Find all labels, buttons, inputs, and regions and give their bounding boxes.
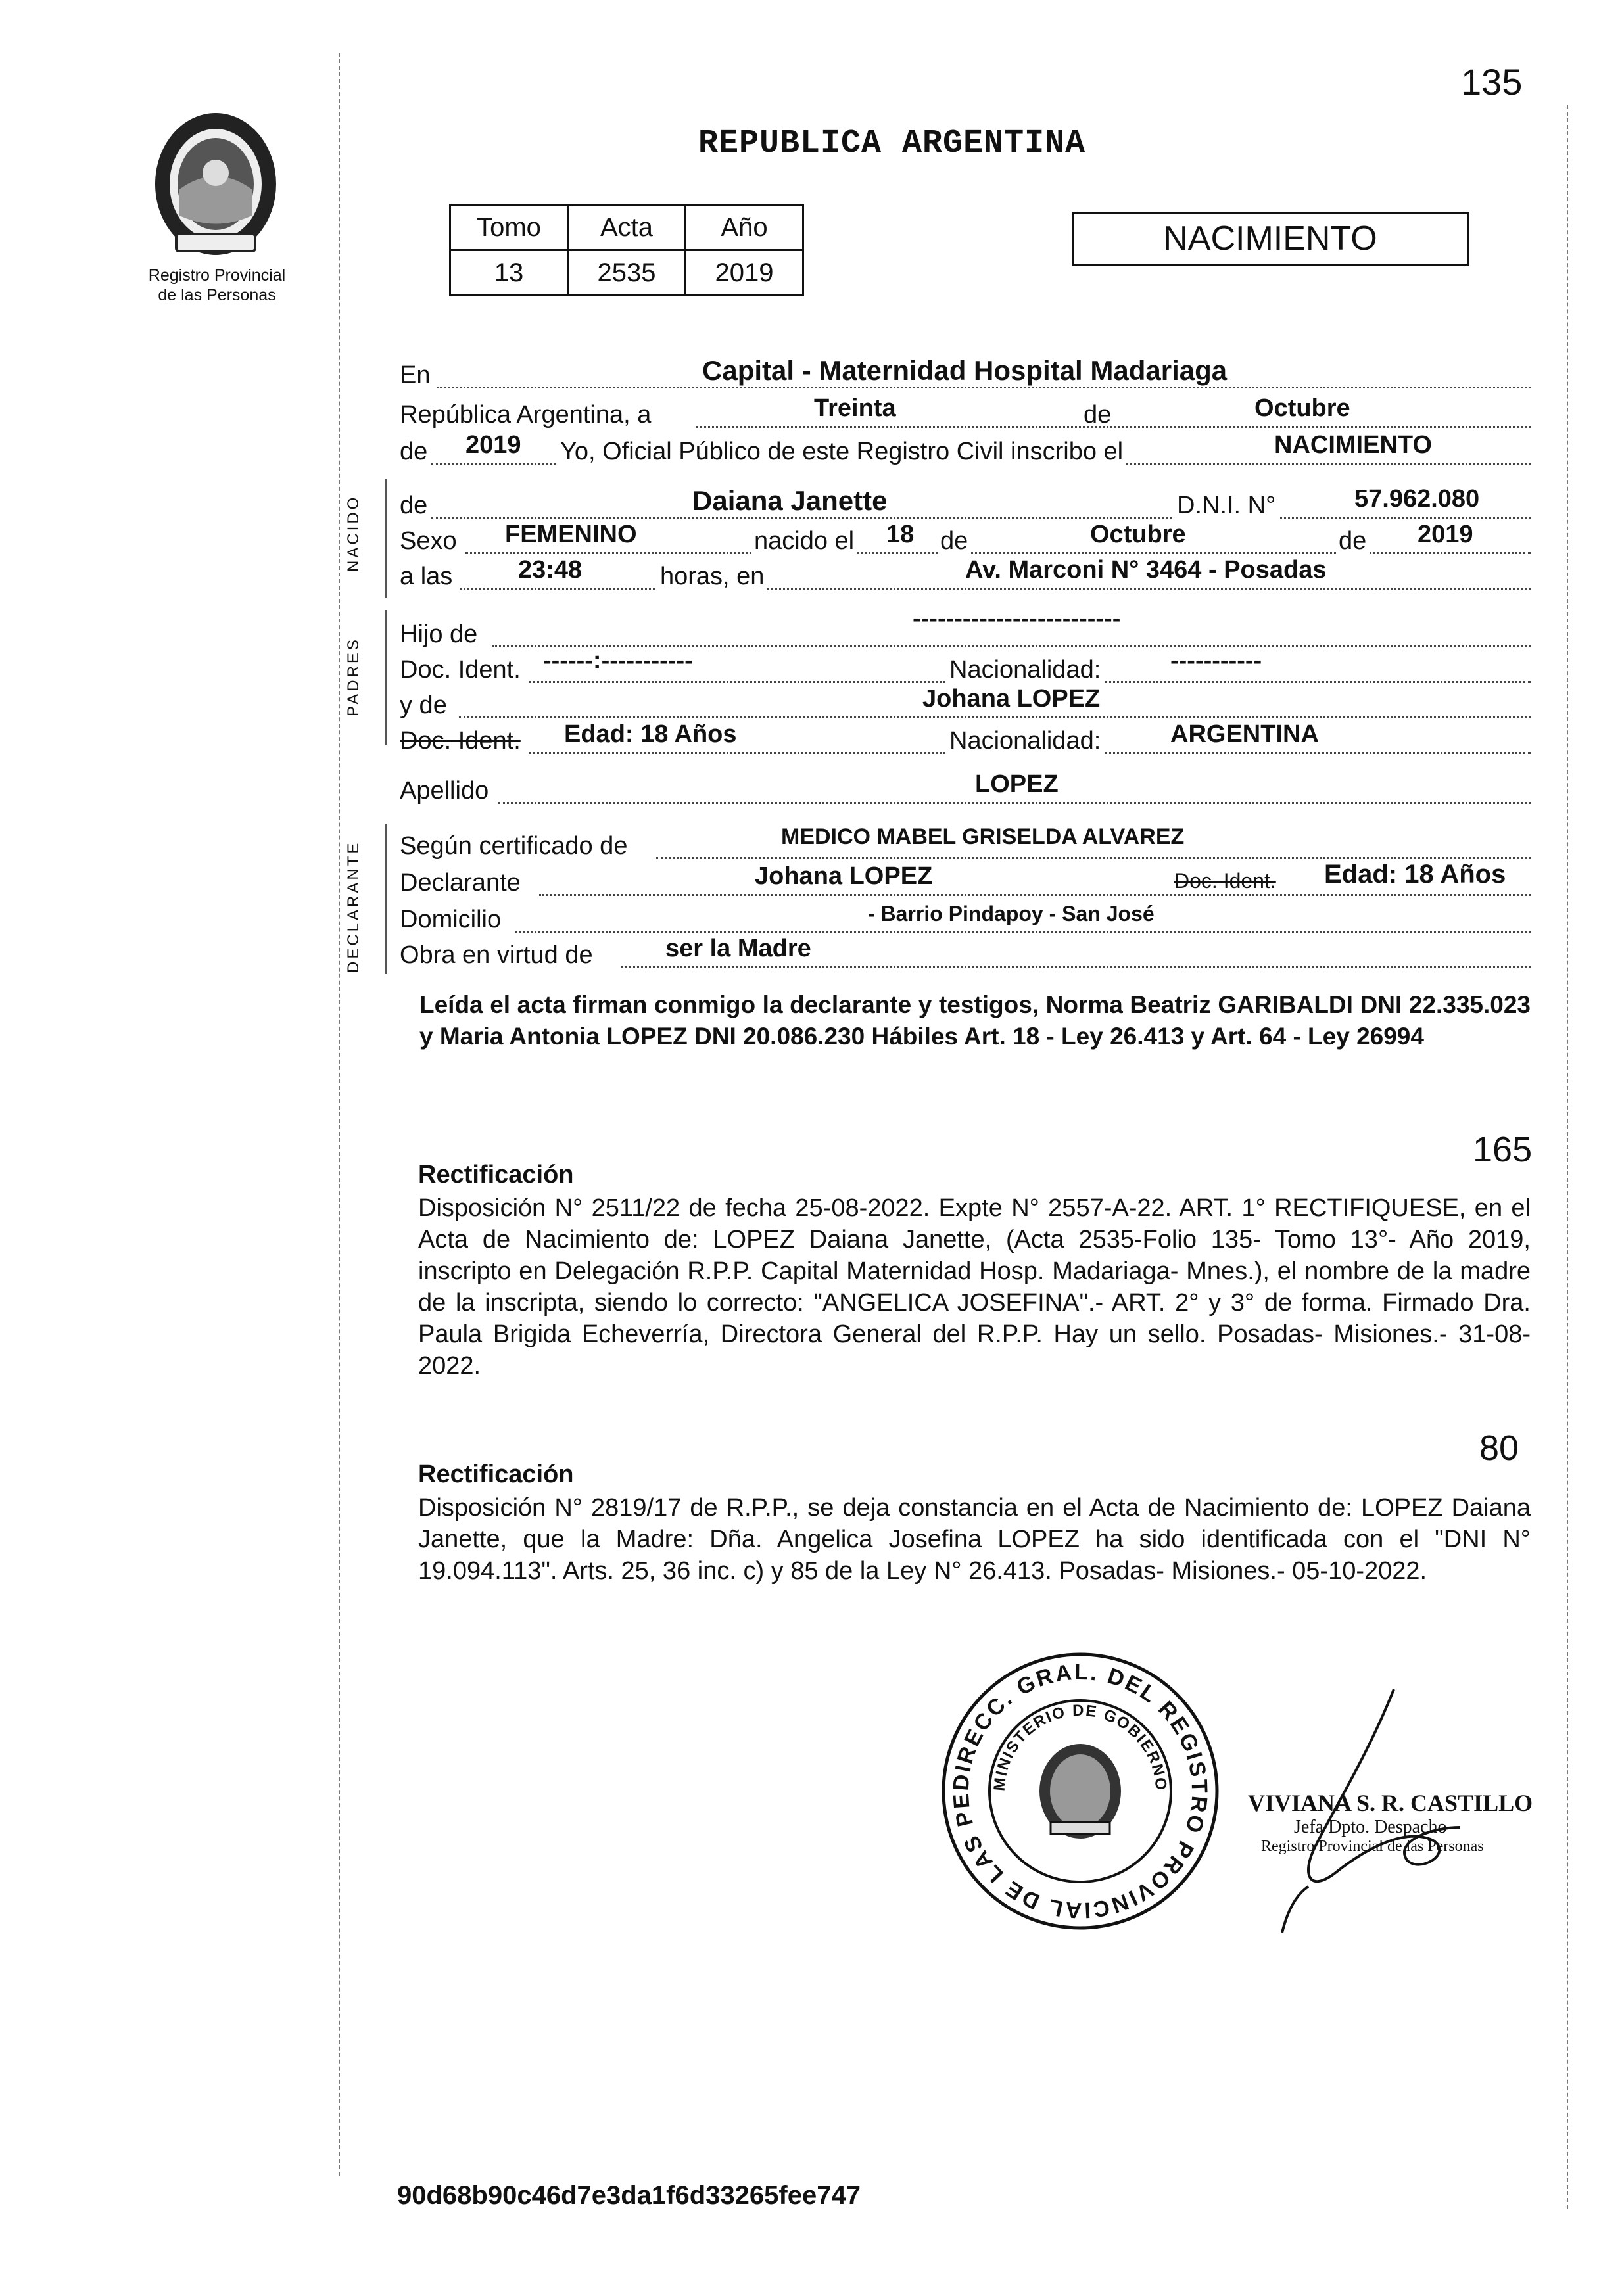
en-label: En	[400, 362, 431, 389]
row-apellido	[400, 770, 1531, 807]
nacido-dia-value: 18	[886, 521, 915, 548]
rectificacion-2-number: 80	[1479, 1428, 1519, 1468]
nacido-mes-value: Octubre	[1090, 521, 1186, 548]
provincial-seal-logo	[150, 110, 281, 262]
logo-caption	[118, 266, 316, 305]
signature-name: VIVIANA S. R. CASTILLO	[1248, 1790, 1533, 1816]
nacido-de-label: de	[938, 527, 970, 555]
declarante-side-label: DECLARANTE	[345, 840, 362, 973]
hijo-de-value: -------------------------	[913, 605, 1121, 632]
lugar-value: Av. Marconi N° 3464 - Posadas	[965, 556, 1327, 584]
record-table	[449, 204, 804, 296]
obra-value: ser la Madre	[665, 935, 811, 962]
sexo-label: Sexo	[400, 527, 457, 555]
declarante-value: Johana LOPEZ	[755, 862, 933, 890]
nacido-anio-value: 2019	[1418, 521, 1473, 548]
declarante-doc-label: Doc. Ident.	[1174, 869, 1276, 893]
row-republica	[400, 394, 1531, 431]
logo-caption-line1: Registro Provincial	[148, 266, 286, 285]
row-doc-ident	[400, 649, 1531, 686]
dni-label: D.N.I. N°	[1174, 492, 1278, 520]
row-sexo	[400, 521, 1531, 557]
rectificacion-1-number: 165	[1473, 1130, 1533, 1169]
record-type-box: NACIMIENTO	[1072, 212, 1469, 266]
signature-office: Registro Provincial de las Personas	[1261, 1838, 1484, 1855]
row-nombre	[400, 485, 1531, 522]
row-domicilio	[400, 899, 1531, 936]
dni-value: 57.962.080	[1354, 485, 1480, 513]
de-label: de	[1084, 401, 1112, 429]
republica-label: República Argentina, a	[400, 401, 652, 429]
a-las-label: a las	[400, 563, 453, 590]
rectificacion-1-title: Rectificación	[418, 1161, 574, 1188]
dia-value: Treinta	[814, 394, 896, 422]
padres-side-label: PADRES	[345, 637, 362, 716]
row-inscribo	[400, 431, 1531, 468]
signature-role: Jefa Dpto. Despacho	[1294, 1817, 1447, 1837]
row-y-de	[400, 685, 1531, 722]
row-certificado	[400, 826, 1531, 862]
declarante-doc-value: Edad: 18 Años	[1324, 860, 1506, 889]
row-declarante	[400, 862, 1531, 899]
document-title: REPUBLICA ARGENTINA	[698, 125, 1086, 162]
stamp-inner-text: MINISTERIO DE GOBIERNO	[990, 1701, 1170, 1792]
nacionalidad2-label: Nacionalidad:	[947, 727, 1103, 755]
row-hora	[400, 556, 1531, 593]
domicilio-label: Domicilio	[400, 906, 502, 933]
en-value: Capital - Maternidad Hospital Madariaga	[702, 355, 1228, 386]
row-hijo-de	[400, 605, 1531, 651]
nacionalidad-value: -----------	[1170, 647, 1262, 674]
doc-ident2-value: Edad: 18 Años	[564, 720, 737, 748]
page-number: 135	[1461, 61, 1523, 103]
tomo-value: 13	[450, 250, 568, 296]
horas-en-label: horas, en	[657, 563, 767, 591]
rectificacion-2-text: Disposición N° 2819/17 de R.P.P., se deja constancia en el Acta de Nacimiento de: LOPEZ Daiana Janette, que la Madre: Dña. Angelica Josefina LOPEZ ha sido identificada con el "DNI N° 19.094.113". Arts. 25, 36 inc. c) y 85 de la Ley N° 26.413. Posadas- Misiones.- 05-10-2022.	[418, 1494, 1531, 1585]
row-doc-ident2	[400, 720, 1531, 757]
anio-header: Año	[686, 205, 803, 250]
acta-value: 2535	[568, 250, 686, 296]
apellido-value: LOPEZ	[975, 770, 1059, 798]
anio-value: 2019	[465, 431, 521, 459]
nombre-de-label: de	[400, 492, 428, 519]
mes-value: Octubre	[1254, 394, 1350, 422]
inscribo-label: Yo, Oficial Público de este Registro Civil inscribo el	[558, 438, 1126, 466]
hijo-de-label: Hijo de	[400, 621, 478, 648]
acta-header: Acta	[568, 205, 686, 250]
tomo-header: Tomo	[450, 205, 568, 250]
logo-caption-line2: de las Personas	[158, 286, 276, 304]
apellido-label: Apellido	[400, 777, 489, 805]
stamp-seal-icon	[939, 1650, 1222, 1933]
official-stamp	[939, 1650, 1222, 1933]
hora-value: 23:48	[518, 556, 583, 584]
y-de-value: Johana LOPEZ	[922, 685, 1101, 713]
nacionalidad2-value: ARGENTINA	[1170, 720, 1319, 748]
de-anio-label: de	[400, 438, 428, 465]
inscribo-value: NACIMIENTO	[1274, 431, 1432, 459]
declarante-bracket	[385, 824, 387, 974]
document-hash: 90d68b90c46d7e3da1f6d33265fee747	[397, 2181, 861, 2210]
rectificacion-2-title: Rectificación	[418, 1461, 574, 1488]
rectificacion-1-text: Disposición N° 2511/22 de fecha 25-08-2022. Expte N° 2557-A-22. ART. 1° RECTIFIQUESE, en el Acta de Nacimiento de: LOPEZ Daiana Janette, (Acta 2535-Folio 135- Tomo 13°- Año 2019, inscripto en Delegación R.P.P. Capital Maternidad Hosp. Madariaga- Mnes.), el nombre de la madre de la inscripta, siendo lo correcto: "ANGELICA JOSEFINA".- ART. 2° y 3° de forma. Firmado Dra. Paula Brigida Echeverría, Directora General del R.P.P. Hay un sello. Posadas- Misiones.- 31-08-2022.	[418, 1194, 1531, 1380]
nacido-side-label: NACIDO	[345, 494, 362, 572]
nacido-bracket	[385, 479, 387, 598]
y-de-label: y de	[400, 691, 447, 719]
handwritten-signature-icon	[1236, 1676, 1552, 1979]
obra-label: Obra en virtud de	[400, 941, 593, 969]
doc-ident-value: ------:-----------	[543, 647, 693, 674]
row-en	[400, 355, 1531, 392]
certificado-value: MEDICO MABEL GRISELDA ALVAREZ	[781, 824, 1185, 849]
closing-text: Leída el acta firman conmigo la declarante y testigos, Norma Beatriz GARIBALDI DNI 22.335.023 y Maria Antonia LOPEZ DNI 20.086.230 Hábiles Art. 18 - Ley 26.413 y Art. 64 - Ley 26994	[419, 991, 1531, 1050]
nacionalidad-label: Nacionalidad:	[947, 656, 1103, 684]
certificado-label: Según certificado de	[400, 832, 628, 860]
anio-value: 2019	[686, 250, 803, 296]
coat-of-arms-icon	[150, 110, 281, 262]
sexo-value: FEMENINO	[505, 521, 637, 548]
nombre-value: Daiana Janette	[692, 485, 888, 516]
doc-ident2-label: Doc. Ident.	[400, 727, 521, 755]
declarante-label: Declarante	[400, 869, 521, 897]
right-margin-line	[1567, 105, 1568, 2209]
domicilio-value: - Barrio Pindapoy - San José	[868, 902, 1155, 925]
row-obra	[400, 935, 1531, 972]
nacido-el-label: nacido el	[751, 527, 857, 555]
stamp-ring-text: DIRECC. GRAL. DEL REGISTRO PROVINCIAL DE LAS PE	[948, 1659, 1212, 1923]
nacido-de2-label: de	[1336, 527, 1369, 555]
padres-bracket	[385, 610, 387, 745]
left-margin-line	[339, 53, 340, 2176]
doc-ident-label: Doc. Ident.	[400, 656, 521, 684]
